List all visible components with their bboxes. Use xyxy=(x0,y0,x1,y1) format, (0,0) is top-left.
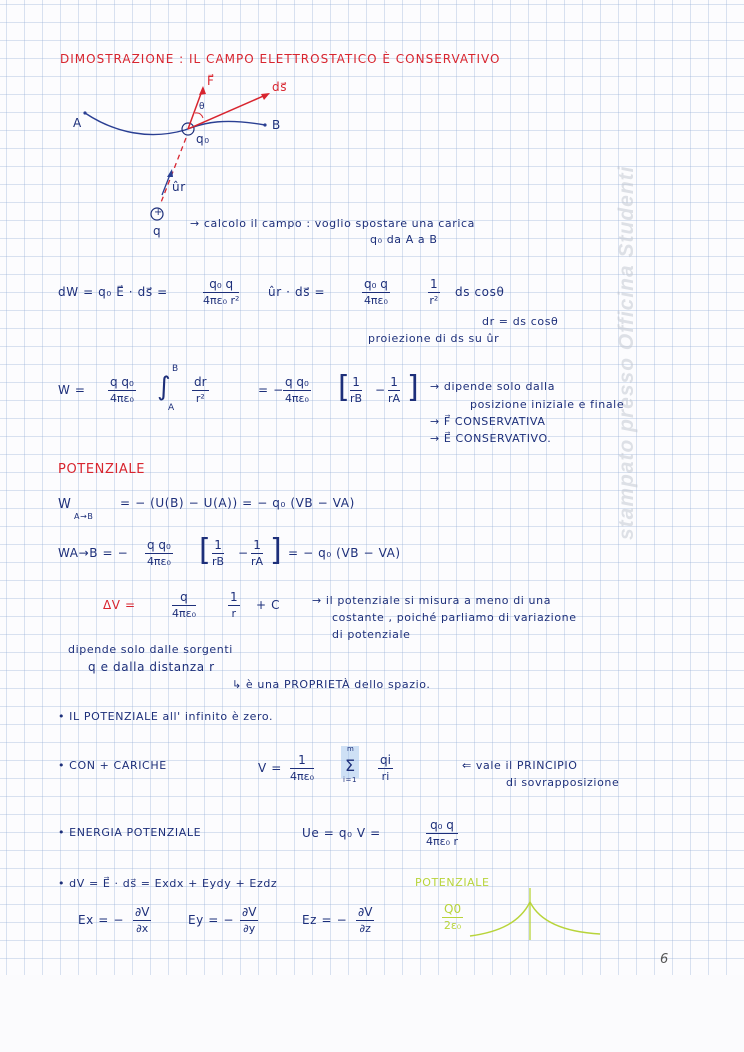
ex-lhs: Ex = − xyxy=(78,913,125,927)
intro-line2: q₀ da A a B xyxy=(370,233,438,246)
bullet-potential-energy: • ENERGIA POTENZIALE xyxy=(58,826,202,839)
dv-note-3: di potenziale xyxy=(332,628,411,641)
label-a: A xyxy=(73,116,82,130)
dw-fraction-3: $\frac{1}{\text{r²}}$ xyxy=(429,277,439,307)
w-ab-label: W xyxy=(58,497,72,512)
label-ur: ûr xyxy=(172,180,186,194)
w-fraction-1: $\frac{\text{q q₀}}{\text{4πε₀}}$ xyxy=(109,375,134,405)
dr-line: dr = ds cosθ xyxy=(482,315,559,328)
projection-note: proiezione di ds su ûr xyxy=(368,332,500,345)
label-b: B xyxy=(272,118,281,132)
sum-sign: Σ xyxy=(345,756,356,775)
label-q: q xyxy=(153,224,162,238)
sum-lower: i=1 xyxy=(343,776,358,784)
integral-sign: ∫ xyxy=(157,372,172,402)
superposition-note-2: di sovrapposizione xyxy=(506,776,620,789)
potential-energy-fraction: $\frac{\text{q₀ q}}{\text{4πε₀ r}}$ xyxy=(426,818,458,848)
dw-tail: ds cosθ xyxy=(455,285,505,299)
w-ab-rhs: = − (U(B) − U(A)) = − q₀ (VB − VA) xyxy=(120,496,355,510)
w-fraction-2: $\frac{dr}{\text{r²}}$ xyxy=(194,375,207,405)
dw-fraction-1: $\frac{\text{q₀ q}}{\text{4πε₀ r²}}$ xyxy=(203,277,240,307)
w-minus: − xyxy=(375,383,386,397)
dv-fraction-2: $\frac{1}{r}$ xyxy=(230,590,238,620)
bullet-dv: • dV = E⃗ · ds⃗ = Exdx + Eydy + Ezdz xyxy=(58,877,278,890)
ex-fraction: $\frac{\partial V}{\partial x}$ xyxy=(135,905,150,935)
w-fraction-4: $\frac{1}{rB}$ xyxy=(350,375,363,405)
superposition-lhs: V = xyxy=(258,761,282,775)
potential-energy-eq: Ue = q₀ V = xyxy=(302,826,381,840)
ez-fraction: $\frac{\partial V}{\partial z}$ xyxy=(358,905,373,935)
w-note-4: → E⃗ CONSERVATIVO. xyxy=(430,432,552,445)
integral-upper: B xyxy=(172,364,179,374)
dv-note-2: costante , poiché parliamo di variazione xyxy=(332,611,577,624)
w-note-1: → dipende solo dalla xyxy=(430,380,556,393)
potenziale-heading: POTENZIALE xyxy=(58,462,146,477)
bullet-infinity: • IL POTENZIALE all' infinito è zero. xyxy=(58,710,274,723)
page-title: DIMOSTRAZIONE : IL CAMPO ELETTROSTATICO È CONSERVATIVO xyxy=(60,52,501,66)
intro-text: → calcolo il campo : voglio spostare una carica xyxy=(190,217,476,230)
label-force: F⃗ xyxy=(207,74,215,88)
sum-upper: m xyxy=(347,745,355,753)
w-lhs: W = xyxy=(58,383,86,397)
depends-line-2: q e dalla distanza r xyxy=(88,660,215,674)
label-q-sign: + xyxy=(154,207,163,218)
graph-title: POTENZIALE xyxy=(415,876,490,889)
dv-note-1: → il potenziale si misura a meno di una xyxy=(312,594,552,607)
integral-lower: A xyxy=(168,403,175,413)
w-fraction-5: $\frac{1}{rA}$ xyxy=(388,375,401,405)
superposition-fraction-2: $\frac{qi}{ri}$ xyxy=(380,753,391,783)
page-number: 6 xyxy=(660,952,669,967)
w2-fraction-3: $\frac{1}{rA}$ xyxy=(251,538,264,568)
w2-rhs: = − q₀ (VB − VA) xyxy=(288,546,401,560)
label-theta: θ xyxy=(199,102,206,112)
w2-fraction-1: $\frac{\text{q q₀}}{\text{4πε₀}}$ xyxy=(146,538,171,568)
w2-fraction-2: $\frac{1}{rB}$ xyxy=(212,538,225,568)
dv-fraction-1: $\frac{q}{\text{4πε₀}}$ xyxy=(172,590,196,620)
dw-fraction-2: $\frac{\text{q₀ q}}{\text{4πε₀}}$ xyxy=(363,277,388,307)
dw-lhs: dW = q₀ E⃗ · ds⃗ = xyxy=(58,285,168,299)
w2-minus: − xyxy=(238,546,249,560)
superposition-fraction-1: $\frac{1}{\text{4πε₀}}$ xyxy=(290,753,314,783)
superposition-note-1: ⇐ vale il PRINCIPIO xyxy=(462,759,578,772)
right-bracket: ] xyxy=(407,370,420,405)
graph-fraction: $\frac{Q0}{\text{2ε₀}}$ xyxy=(443,902,462,932)
ey-lhs: Ey = − xyxy=(188,913,235,927)
depends-line-3: ↳ è una PROPRIETÀ dello spazio. xyxy=(232,678,431,691)
w-note-2: posizione iniziale e finale xyxy=(470,398,625,411)
dv-constant: + C xyxy=(256,598,281,612)
w2-right-bracket: ] xyxy=(270,533,283,568)
graph-curve xyxy=(470,902,600,936)
w2-left-bracket: [ xyxy=(199,533,212,568)
ez-lhs: Ez = − xyxy=(302,913,348,927)
left-bracket: [ xyxy=(338,370,351,405)
dv-lhs: ΔV = xyxy=(103,598,136,612)
w-note-3: → F⃗ CONSERVATIVA xyxy=(430,415,546,428)
bullet-more-charges: • CON + CARICHE xyxy=(58,759,167,772)
depends-line-1: dipende solo dalle sorgenti xyxy=(68,643,233,656)
w-eq: = − xyxy=(258,383,284,397)
ey-fraction: $\frac{\partial V}{\partial y}$ xyxy=(242,905,257,935)
w-ab-subscript: A→B xyxy=(74,512,94,521)
dw-middle: ûr · ds⃗ = xyxy=(268,285,326,299)
watermark: stampato presso Officina Studenti xyxy=(615,165,638,540)
label-ds: ds⃗ xyxy=(272,80,288,94)
w-fraction-3: $\frac{\text{q q₀}}{\text{4πε₀}}$ xyxy=(284,375,309,405)
w2-lhs: WA→B = − xyxy=(58,546,129,560)
label-q0: q₀ xyxy=(196,132,210,146)
